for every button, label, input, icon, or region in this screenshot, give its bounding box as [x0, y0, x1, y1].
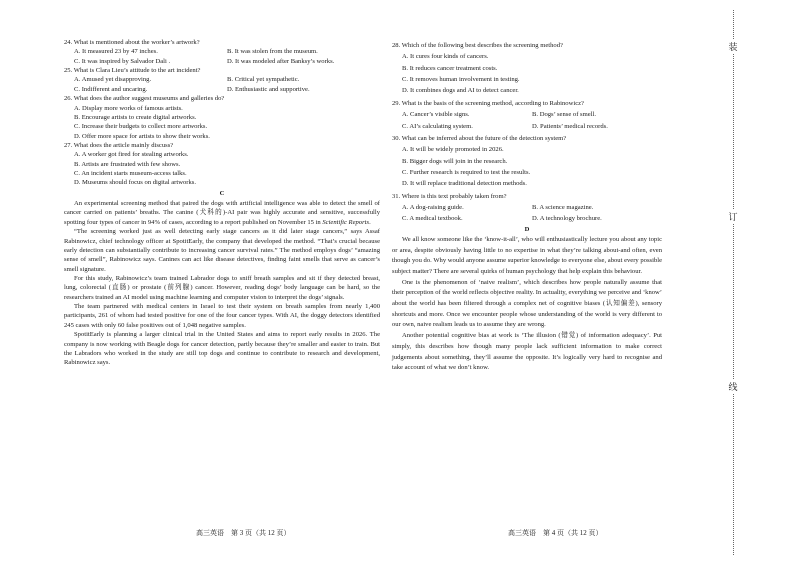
answer-option-c: C. A medical textbook.: [402, 215, 463, 223]
question-number: 30.: [392, 134, 401, 142]
answer-option-a: A. It measured 23 by 47 inches.: [74, 48, 158, 56]
question-text: What does the author suggest museums and galleries do?: [73, 95, 225, 103]
page-footer-4: 高三英语 第 4 页（共 12 页）: [508, 529, 603, 537]
question-text: What is Clara Lieu’s attitude to the art incident?: [73, 67, 201, 75]
questions-28-31: [392, 41, 662, 224]
left-column: [64, 38, 380, 368]
passage-c-paragraph-3: For this study, Rabinowicz’s team trained Labrador dogs to sniff breath samples and sit if they detected breast, lung, colorectal (直肠) or prostate (前列腺) cancer. However, reading dogs’ body language can be hard, so the researchers trained an AI model using machine learning and computer vision to interpret the dogs’ signals.: [64, 274, 380, 301]
question-25: [64, 66, 380, 94]
question-stem: [392, 41, 662, 50]
answer-options: [64, 104, 380, 141]
passage-d-paragraph-1: We all know someone like the ‘know-it-all’, who will enthusiastically lecture you about any topic or area, despite obviously having little to no expertise in what they’re talking about-and often, even though you do. Why would anyone assume superior knowledge to everyone else, about every possible subject matter? There are several quirks of human psychology that help explain this behaviour.: [392, 236, 662, 276]
question-stem: [64, 66, 380, 75]
passage-c-paragraph-2: “The screening worked just as well detecting early stage cancers as it did later stage cancers,” says Assaf Rabinowicz, chief technology officer at SpotitEarly, the company that developed the method. “That’s crucial because early detection can substantially contribute to increasing cancer survival rates.” The method employs dogs’ “amazing sense of smell”, Rabinowicz says. Canines can act like disease detectives, finding faint smells that serve as cancer’s smell signature.: [64, 228, 380, 273]
binding-dotted-line: [733, 10, 734, 555]
question-text: What does the article mainly discuss?: [73, 141, 174, 149]
answer-option-d: D. Offer more space for artists to show their works.: [74, 132, 210, 140]
answer-option-a: A. Amused yet disapproving.: [74, 76, 152, 84]
answer-option-a: A. Cancer’s visible signs.: [402, 111, 470, 119]
binding-mark-zhuang: 装: [725, 40, 741, 53]
answer-option-d: D. A technology brochure.: [532, 215, 602, 223]
answer-options: [64, 75, 380, 94]
question-28: [392, 41, 662, 96]
question-number: 25.: [64, 67, 73, 75]
section-d-heading: D: [524, 225, 530, 233]
binding-mark-ding: 订: [725, 210, 741, 223]
question-27: [64, 141, 380, 188]
answer-option-d: D. Museums should focus on digital artworks.: [74, 179, 196, 187]
question-stem: [64, 141, 380, 150]
answer-option-a: A. Display more works of famous artists.: [74, 104, 183, 112]
question-stem: [392, 134, 662, 143]
answer-option-a: A. It will be widely promoted in 2026.: [402, 146, 504, 154]
passage-c-paragraph-5: SpotitEarly is planning a larger clinical trial in the United States and aims to report early results in 2026. The company is now working with Beagle dogs for cancer detection, partly because they’re smaller and easier to train. But the Labradors who worked in the study are still top dogs and continue to contribute to research and development, Rabinowicz says.: [64, 331, 380, 367]
right-column: [392, 38, 662, 374]
answer-option-d: D. Patients’ medical records.: [532, 122, 608, 130]
question-stem: [392, 99, 662, 108]
section-c-heading: C: [219, 189, 225, 197]
question-24: [64, 38, 380, 66]
passage-c-paragraph-1: An experimental screening method that paired the dogs with artificial intelligence was able to detect the smell of cancer carried on patients’ breaths. The canine (犬科的)-AI pair was highly accurate and sensitive, successfully spotting four types of cancer in 94% of cases, according to a report published on November 15 in Scientific Reports.: [64, 200, 380, 226]
answer-options: [392, 145, 662, 188]
question-text: What is the basis of the screening method, according to Rabinowicz?: [401, 99, 584, 107]
question-text: What can be inferred about the future of the detection system?: [401, 134, 567, 142]
question-text: What is mentioned about the worker’s artwork?: [73, 39, 200, 46]
answer-option-a: A. A worker got fired for stealing artworks.: [74, 151, 189, 159]
question-stem: [392, 192, 662, 201]
answer-option-d: D. It combines dogs and AI to detect cancer.: [402, 87, 519, 95]
answer-option-b: B. Encourage artists to create digital artworks.: [74, 113, 197, 121]
passage-d: [392, 235, 662, 374]
answer-option-d: D. It will replace traditional detection methods.: [402, 180, 527, 188]
question-number: 27.: [64, 141, 73, 149]
answer-option-c: C. It was inspired by Salvador Dali .: [74, 57, 171, 65]
question-number: 31.: [392, 192, 401, 200]
question-text: Which of the following best describes the screening method?: [401, 42, 563, 49]
answer-options: [392, 52, 662, 95]
question-31: [392, 192, 662, 224]
journal-title: Scientific Reports: [322, 218, 370, 226]
question-number: 24.: [64, 39, 73, 46]
question-number: 26.: [64, 95, 73, 103]
answer-option-c: C. Further research is required to test the results.: [402, 168, 531, 176]
answer-option-d: D. It was modeled after Banksy’s works.: [227, 57, 335, 65]
binding-line: [727, 10, 741, 555]
answer-option-b: B. Dogs’ sense of smell.: [532, 111, 596, 119]
answer-options: [64, 47, 380, 66]
passage-c-paragraph-4: The team partnered with medical centers in Israel to test their system on breath samples from nearly 1,400 participants, 261 of whom had tested positive for one of the four cancer types. With AI, the doggy detectors identified 245 cases with only 60 false positives out of 1,048 negative samples.: [64, 303, 380, 329]
binding-mark-xian: 线: [725, 380, 741, 393]
answer-options: [392, 108, 662, 131]
answer-option-d: D. Enthusiastic and supportive.: [227, 85, 310, 93]
answer-option-c: C. An incident starts museum-access talks.: [74, 170, 187, 178]
answer-option-b: B. A science magazine.: [532, 204, 594, 212]
page-footer-3: 高三英语 第 3 页（共 12 页）: [196, 529, 291, 537]
answer-option-b: B. It was stolen from the museum.: [227, 48, 318, 56]
question-number: 28.: [392, 42, 401, 49]
answer-option-c: C. Indifferent and uncaring.: [74, 85, 148, 93]
answer-option-b: B. Bigger dogs will join in the research.: [402, 157, 508, 165]
question-number: 29.: [392, 99, 401, 107]
answer-option-c: C. AI’s calculating system.: [402, 122, 473, 130]
answer-option-a: A. A dog-raising guide.: [402, 204, 464, 212]
answer-option-a: A. It cures four kinds of cancers.: [402, 53, 489, 61]
question-stem: [64, 94, 380, 103]
answer-option-b: B. Critical yet sympathetic.: [227, 76, 300, 84]
questions-24-27: [64, 38, 380, 188]
passage-d-paragraph-3: Another potential cognitive bias at work is ‘The illusion (错觉) of information adequacy’. Put simply, this describes how though many people lack sufficient information to make correct judgements about something, they’ll assume the opposite. It’s logically very hard to recognise and take account of what we don’t know.: [392, 332, 662, 372]
passage-d-paragraph-2: One is the phenomenon of ‘naive realism’, which describes how people naturally assume that their perception of the world reflects objective reality. In actuality, everything we perceive and ‘know’ about the world has been filtered through a complex net of cognitive biases (认知偏差), sensory shortcuts and more. Once we encounter people whose understanding of the world is very different to our own, naive realism leads us to assume they are wrong.: [392, 278, 662, 329]
question-26: [64, 94, 380, 141]
question-30: [392, 134, 662, 189]
answer-options: [392, 201, 662, 224]
answer-options: [64, 150, 380, 187]
question-stem: [64, 38, 380, 47]
answer-option-b: B. It reduces cancer treatment costs.: [402, 64, 498, 72]
answer-option-c: C. It removes human involvement in testing.: [402, 76, 520, 84]
passage-c: [64, 199, 380, 367]
answer-option-b: B. Artists are frustrated with few shows.: [74, 160, 181, 168]
question-text: Where is this text probably taken from?: [401, 192, 507, 200]
question-29: [392, 99, 662, 131]
answer-option-c: C. Increase their budgets to collect more artworks.: [74, 123, 208, 131]
